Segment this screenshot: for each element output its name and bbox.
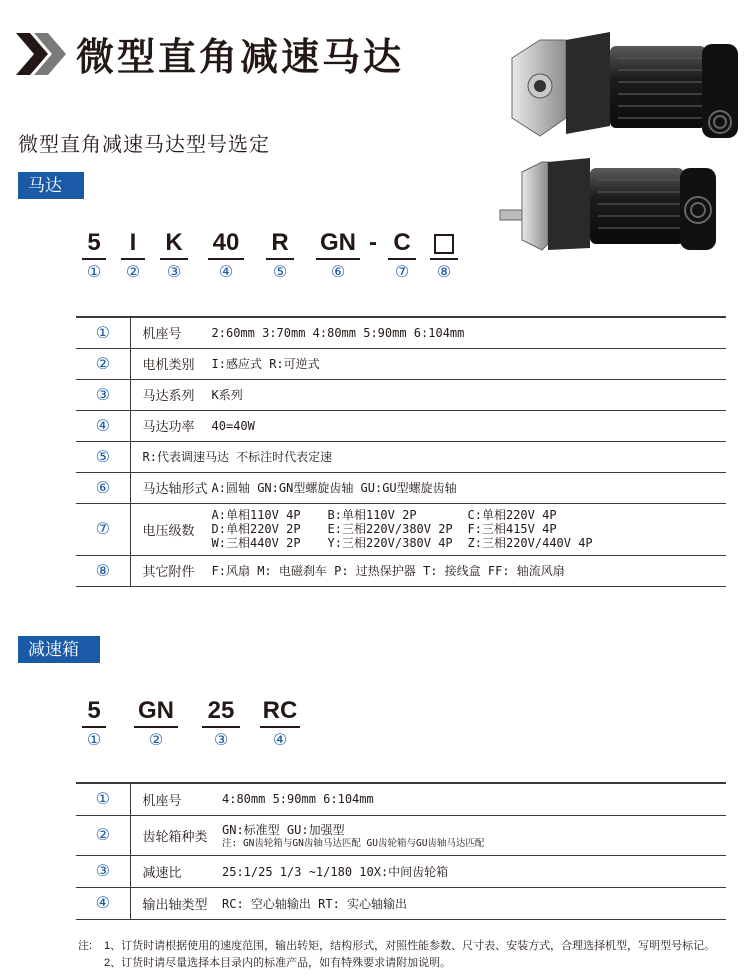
row-value: 2:60mm 3:70mm 4:80mm 5:90mm 6:104mm [208,317,726,348]
code-char: GN [138,697,174,724]
code-char: RC [262,697,298,724]
code-segment [82,696,106,752]
code-segment [202,696,240,752]
row-value: K系列 [208,379,726,410]
code-number: ⑦ [394,264,410,281]
row-number: ⑤ [76,441,130,472]
row-label: 马达系列 [130,379,208,410]
row-value: 40=40W [208,410,726,441]
row-number: ⑦ [76,503,130,555]
table-row [76,555,726,586]
row-label: 电机类别 [130,348,208,379]
code-number: ③ [166,264,182,281]
table-row [76,379,726,410]
row-value: 4:80mm 5:90mm 6:104mm [218,783,726,815]
code-segment [260,696,300,752]
code-segment [208,228,244,284]
table-row [76,317,726,348]
code-underline [316,258,360,260]
code-number: ③ [213,732,229,749]
voltage-option: C:单相220V 4P [467,508,557,522]
motor-spec-table [76,316,726,587]
voltage-option: B:单相110V 2P [327,508,417,522]
code-underline [82,258,106,260]
code-number: ② [125,264,141,281]
gearbox-spec-table [76,782,726,920]
code-number: ④ [272,732,288,749]
table-row [76,855,726,887]
motor-product-image-1 [506,18,742,148]
code-segment [134,696,178,752]
table-row [76,887,726,919]
row-value: I:感应式 R:可逆式 [208,348,726,379]
footnote-prefix: 注: [78,940,93,952]
row-label: 其它附件 [130,555,208,586]
code-char: I [129,229,137,256]
table-row [76,410,726,441]
code-segment [160,228,188,284]
footnote-item [78,938,715,955]
voltage-option: Z:三相220V/440V 4P [467,536,593,550]
table-row [76,348,726,379]
code-placeholder-box [434,234,454,254]
voltage-option: A:单相110V 4P [211,508,301,522]
row-value: F:风扇 M: 电磁刹车 P: 过热保护器 T: 接线盒 FF: 轴流风扇 [208,555,726,586]
row-value [218,815,726,855]
code-underline [160,258,188,260]
gearbox-type-note: 注: GN齿轮箱与GN齿轴马达匹配 GU齿轮箱与GU齿轴马达匹配 [222,837,485,849]
table-row [76,783,726,815]
row-number: ④ [76,410,130,441]
double-chevron-icon [14,31,68,77]
code-underline [202,726,240,728]
row-label: 齿轮箱种类 [130,815,218,855]
code-segment [266,228,294,284]
table-row [76,503,726,555]
footnotes [78,938,715,972]
row-value: 25:1/25 1/3 ~1/180 10X:中间齿轮箱 [218,855,726,887]
row-number: ③ [76,379,130,410]
row-label: 机座号 [130,317,208,348]
code-segment [316,228,360,284]
row-value: R:代表调速马达 不标注时代表定速 [130,441,726,472]
code-underline [266,258,294,260]
code-char: 5 [87,229,101,256]
code-char: C [393,229,411,256]
code-char: K [165,229,183,256]
row-label: 机座号 [130,783,218,815]
code-segment [430,228,458,284]
row-number: ④ [76,887,130,919]
footnote-text: 2、订货时请尽量选择本目录内的标准产品，如有特殊要求请附加说明。 [104,957,452,969]
code-number: ① [86,264,102,281]
table-row [76,472,726,503]
code-underline [388,258,416,260]
gearbox-type-value: GN:标准型 GU:加强型 [222,822,345,837]
row-number: ⑥ [76,472,130,503]
row-value [208,503,726,555]
row-value: RC: 空心轴输出 RT: 实心轴输出 [218,887,726,919]
voltage-option: E:三相220V/380V 2P [327,522,453,536]
code-char: - [369,229,377,256]
row-number: ⑧ [76,555,130,586]
voltage-grid [212,508,726,550]
voltage-option: W:三相440V 2P [211,536,301,550]
code-number: ⑥ [330,264,346,281]
code-number: ④ [218,264,234,281]
page-header [14,26,404,81]
row-label: 马达轴形式 [130,472,208,503]
code-underline [82,726,106,728]
code-number: ⑧ [436,264,452,281]
code-underline [121,258,145,260]
code-number: ② [148,732,164,749]
page-title: 微型直角减速马达 [76,37,405,79]
code-char: 5 [87,697,101,724]
code-char: GN [320,229,356,256]
code-segment [82,228,106,284]
code-dash [366,228,380,258]
code-underline [134,726,178,728]
row-number: ① [76,783,130,815]
section-tag-gearbox: 减速箱 [18,636,100,663]
row-number: ② [76,348,130,379]
row-number: ① [76,317,130,348]
footnote-text: 1、订货时请根据使用的速度范围，输出转矩，结构形式，对照性能参数、尺寸表、安装方式，合理选择机型，写明型号标记。 [104,940,716,952]
table-row [76,815,726,855]
page-subtitle: 微型直角减速马达型号选定 [18,134,270,156]
row-label: 马达功率 [130,410,208,441]
code-char: 40 [212,229,240,256]
row-label: 电压级数 [130,503,208,555]
row-label: 输出轴类型 [130,887,218,919]
code-underline [430,258,458,260]
code-char: R [271,229,289,256]
motor-product-image-2 [494,156,720,256]
code-segment [121,228,145,284]
footnote-item [78,955,715,972]
code-underline [208,258,244,260]
code-number: ⑤ [272,264,288,281]
code-number: ① [86,732,102,749]
row-value: A:圆轴 GN:GN型螺旋齿轴 GU:GU型螺旋齿轴 [208,472,726,503]
code-segment [388,228,416,284]
code-underline [260,726,300,728]
table-row [76,441,726,472]
row-number: ② [76,815,130,855]
row-label: 减速比 [130,855,218,887]
voltage-option: D:单相220V 2P [211,522,301,536]
voltage-option: Y:三相220V/380V 4P [327,536,453,550]
row-number: ③ [76,855,130,887]
voltage-option: F:三相415V 4P [467,522,557,536]
section-tag-motor: 马达 [18,172,84,199]
code-char: 25 [207,697,235,724]
